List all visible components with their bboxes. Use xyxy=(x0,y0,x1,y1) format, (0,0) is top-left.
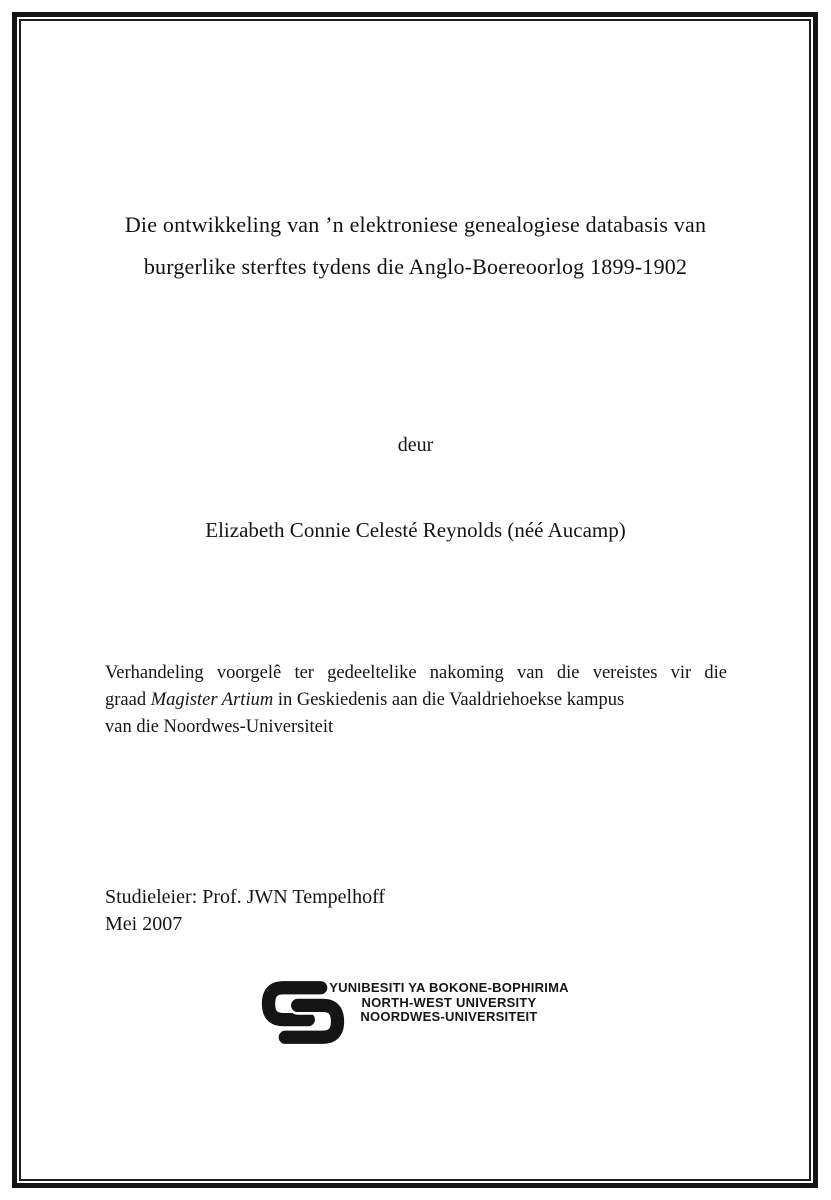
date-line: Mei 2007 xyxy=(105,913,183,935)
byline: deur xyxy=(397,434,434,456)
degree-statement-line3: van die Noordwes-Universiteit xyxy=(105,717,334,737)
author-name: Elizabeth Connie Celesté Reynolds (néé Aucamp) xyxy=(205,518,626,542)
logo-afrikaans-name: NOORDWES-UNIVERSITEIT xyxy=(360,1009,538,1025)
degree-statement xyxy=(105,660,727,741)
thesis-title-line1: Die ontwikkeling van ’n elektroniese genealogiese databasis van xyxy=(124,212,707,237)
logo-setswana-name: YUNIBESITI YA BOKONE-BOPHIRIMA xyxy=(329,980,569,995)
thesis-title-line2: burgerlike sterftes tydens die Anglo-Boereoorlog 1899-1902 xyxy=(143,254,688,279)
degree-name-italic: Magister Artium xyxy=(150,690,274,710)
degree-statement-line1: Verhandeling voorgelê ter gedeeltelike nakoming van die vereistes vir die xyxy=(105,663,727,683)
thesis-title xyxy=(60,204,771,288)
logo-english-name: NORTH-WEST UNIVERSITY xyxy=(361,994,537,1010)
degree-statement-line2: graad Magister Artium in Geskiedenis aan die Vaaldriehoekse kampus xyxy=(105,690,625,710)
credits-block xyxy=(105,884,385,938)
university-logo-wordmark xyxy=(317,981,581,1025)
supervisor-line: Studieleier: Prof. JWN Tempelhoff xyxy=(105,886,386,908)
university-logo xyxy=(257,975,587,1055)
